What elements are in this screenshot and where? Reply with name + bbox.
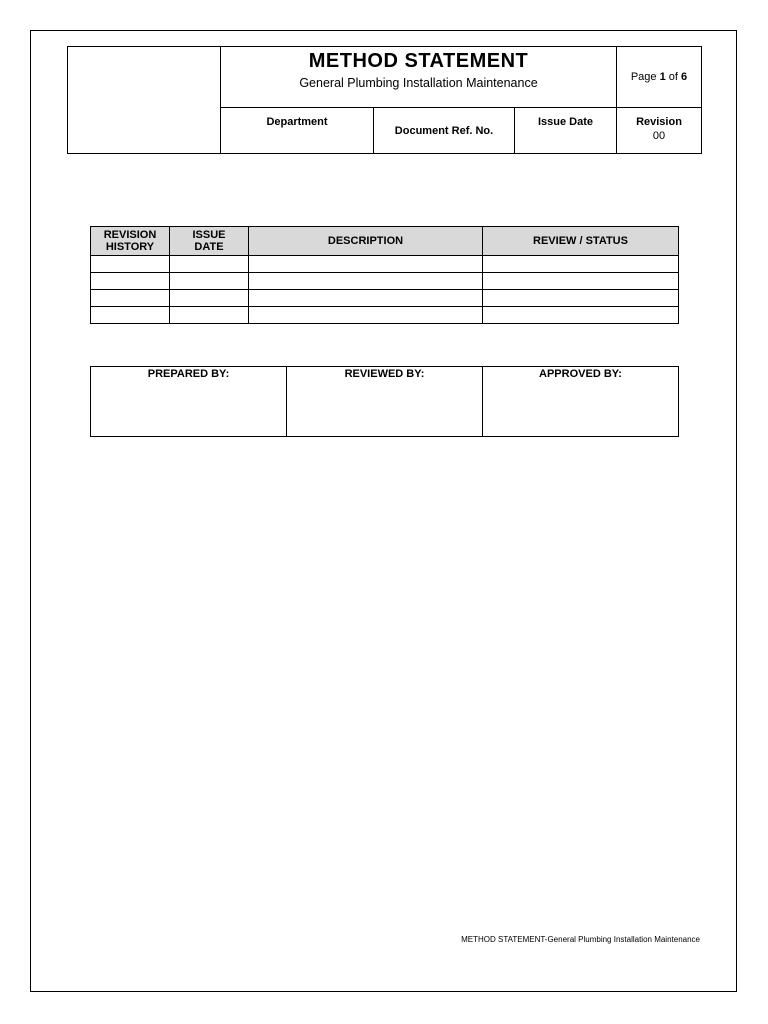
page-of: of [668, 71, 678, 83]
page-total: 6 [681, 71, 688, 83]
table-cell [170, 256, 249, 273]
table-cell [91, 273, 170, 290]
page-number-cell [617, 47, 702, 108]
col-issue-date [170, 227, 249, 256]
table-cell [249, 256, 483, 273]
col-revision-history [91, 227, 170, 256]
table-row [91, 256, 679, 273]
prepared-by-label: PREPARED BY: [91, 367, 287, 437]
table-cell [249, 273, 483, 290]
page-current: 1 [659, 71, 666, 83]
revision-history-table [90, 226, 679, 324]
document-title: METHOD STATEMENT [308, 50, 529, 72]
col-issue-date-line2: DATE [194, 241, 224, 253]
revision-label: Revision [636, 116, 682, 128]
table-cell [249, 307, 483, 324]
col-review-status: REVIEW / STATUS [483, 227, 679, 256]
title-cell [221, 47, 617, 108]
document-subtitle: General Plumbing Installation Maintenance [299, 76, 538, 90]
table-cell [249, 290, 483, 307]
revision-cell [617, 108, 702, 154]
table-cell [483, 290, 679, 307]
col-revision-history-line1: REVISION [103, 229, 157, 241]
page-label: Page [630, 71, 657, 83]
table-cell [91, 307, 170, 324]
table-cell [483, 273, 679, 290]
approved-by-label: APPROVED BY: [483, 367, 679, 437]
logo-cell [68, 47, 221, 154]
table-cell [170, 290, 249, 307]
table-row [91, 290, 679, 307]
table-row [91, 273, 679, 290]
table-cell [170, 273, 249, 290]
col-revision-history-line2: HISTORY [105, 241, 155, 253]
table-cell [483, 307, 679, 324]
issue-date-label: Issue Date [515, 108, 617, 154]
approval-table [90, 366, 679, 437]
table-cell [483, 256, 679, 273]
col-issue-date-line1: ISSUE [192, 229, 226, 241]
doc-ref-label: Document Ref. No. [374, 108, 515, 154]
col-description: DESCRIPTION [249, 227, 483, 256]
reviewed-by-label: REVIEWED BY: [287, 367, 483, 437]
page-border [30, 30, 737, 992]
page-footer: METHOD STATEMENT-General Plumbing Installation Maintenance [461, 935, 700, 944]
table-cell [91, 290, 170, 307]
table-cell [170, 307, 249, 324]
table-row [91, 307, 679, 324]
revision-value: 00 [652, 130, 666, 142]
document-header-table [67, 46, 702, 154]
table-cell [91, 256, 170, 273]
department-label: Department [221, 108, 374, 154]
